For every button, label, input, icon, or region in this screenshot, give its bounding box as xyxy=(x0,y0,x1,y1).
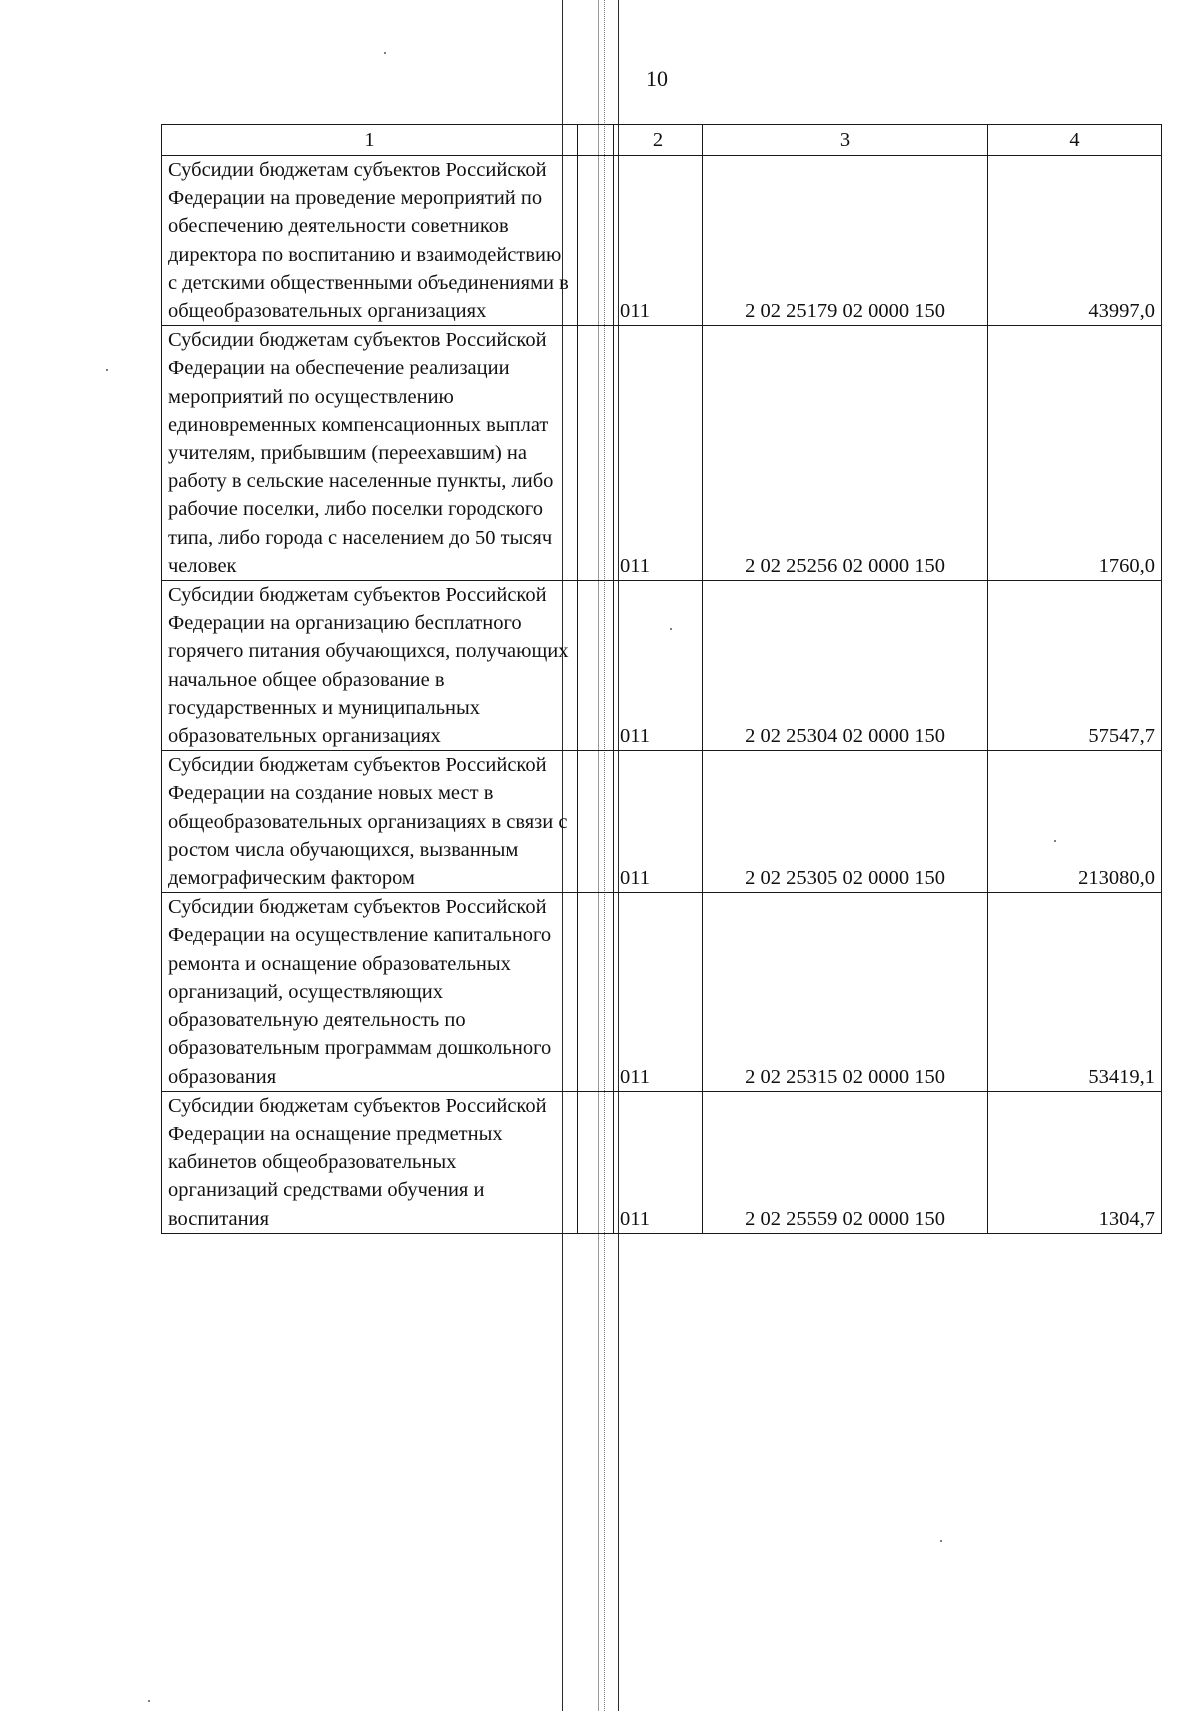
table-row xyxy=(162,893,1162,1091)
empty-cell xyxy=(578,581,614,751)
table-row xyxy=(162,156,1162,326)
empty-cell xyxy=(578,1091,614,1233)
row-description: Субсидии бюджетам субъектов Российской Федерации на осуществление капитального ремонта и оснащение образовательных организаций, осуществляющих образовательную деятельность по образовательным программам дошкольного образования xyxy=(162,893,578,1091)
row-revenue-code: 2 02 25305 02 0000 150 xyxy=(703,751,988,893)
row-amount: 53419,1 xyxy=(988,893,1162,1091)
column-header xyxy=(578,125,614,156)
table-row xyxy=(162,1091,1162,1233)
column-header: 1 xyxy=(162,125,578,156)
budget-revenue-table xyxy=(161,124,1162,1234)
table-header-row xyxy=(162,125,1162,156)
scan-speck xyxy=(940,1540,942,1542)
row-revenue-code: 2 02 25179 02 0000 150 xyxy=(703,156,988,326)
scan-speck xyxy=(384,52,386,54)
row-amount: 213080,0 xyxy=(988,751,1162,893)
column-header: 3 xyxy=(703,125,988,156)
row-admin-code: 011 xyxy=(614,1091,703,1233)
page-number: 10 xyxy=(646,66,668,91)
scan-speck xyxy=(106,369,108,371)
scan-speck xyxy=(148,1700,150,1702)
row-description: Субсидии бюджетам субъектов Российской Федерации на создание новых мест в общеобразовательных организациях в связи с ростом числа обучающихся, вызванным демографическим фактором xyxy=(162,751,578,893)
table-row xyxy=(162,751,1162,893)
row-revenue-code: 2 02 25304 02 0000 150 xyxy=(703,581,988,751)
row-amount: 57547,7 xyxy=(988,581,1162,751)
row-revenue-code: 2 02 25256 02 0000 150 xyxy=(703,326,988,581)
row-amount: 1304,7 xyxy=(988,1091,1162,1233)
row-admin-code: 011 xyxy=(614,156,703,326)
row-revenue-code: 2 02 25315 02 0000 150 xyxy=(703,893,988,1091)
column-header: 4 xyxy=(988,125,1162,156)
row-description: Субсидии бюджетам субъектов Российской Федерации на организацию бесплатного горячего питания обучающихся, получающих начальное общее образование в государственных и муниципальных образовательных организациях xyxy=(162,581,578,751)
table-row xyxy=(162,581,1162,751)
empty-cell xyxy=(578,893,614,1091)
row-admin-code: 011 xyxy=(614,751,703,893)
column-header: 2 xyxy=(614,125,703,156)
empty-cell xyxy=(578,326,614,581)
row-amount: 1760,0 xyxy=(988,326,1162,581)
row-admin-code: 011 xyxy=(614,326,703,581)
row-description: Субсидии бюджетам субъектов Российской Федерации на проведение мероприятий по обеспечению деятельности советников директора по воспитанию и взаимодействию с детскими общественными объединениями в общеобразовательных организациях xyxy=(162,156,578,326)
table-row xyxy=(162,326,1162,581)
empty-cell xyxy=(578,156,614,326)
row-description: Субсидии бюджетам субъектов Российской Федерации на обеспечение реализации мероприятий по осуществлению единовременных компенсационных выплат учителям, прибывшим (переехавшим) на работу в сельские населенные пункты, либо рабочие поселки, либо поселки городского типа, либо города с населением до 50 тысяч человек xyxy=(162,326,578,581)
row-amount: 43997,0 xyxy=(988,156,1162,326)
row-admin-code: 011 xyxy=(614,581,703,751)
row-description: Субсидии бюджетам субъектов Российской Федерации на оснащение предметных кабинетов общеобразовательных организаций средствами обучения и воспитания xyxy=(162,1091,578,1233)
row-revenue-code: 2 02 25559 02 0000 150 xyxy=(703,1091,988,1233)
row-admin-code: 011 xyxy=(614,893,703,1091)
empty-cell xyxy=(578,751,614,893)
